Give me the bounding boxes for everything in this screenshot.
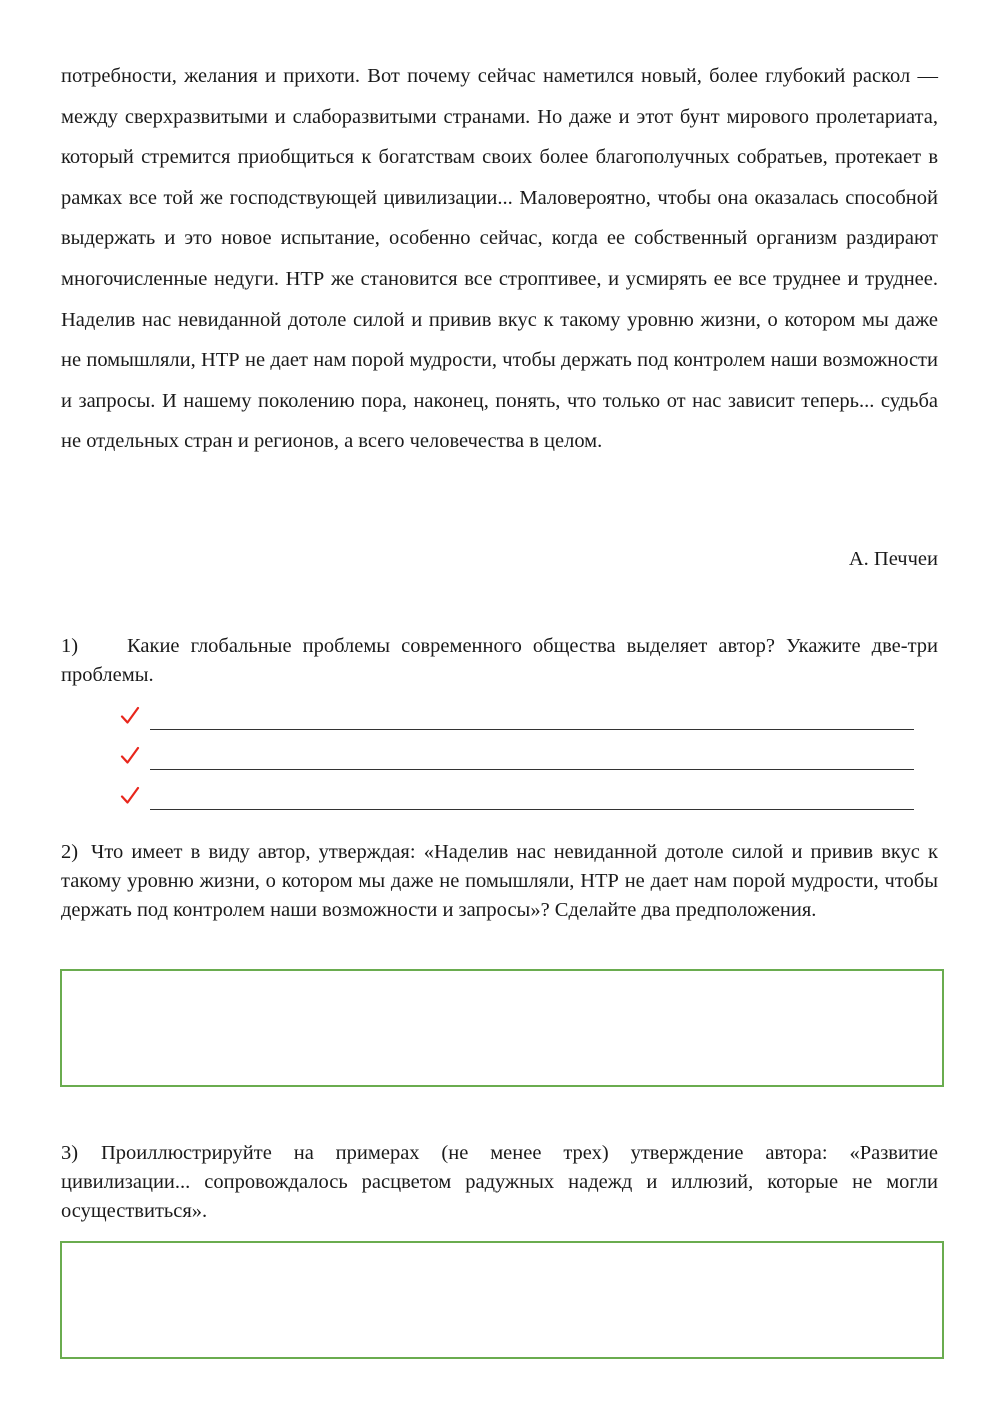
question-1-number: 1) — [61, 635, 79, 657]
answer-box-question-3[interactable] — [60, 1241, 944, 1359]
passage-text: потребности, желания и прихоти. Вот почему сейчас наметился новый, более глубокий раскол — между сверхразвитыми и слаборазвитыми странами. Но даже и этот бунт мирового пролетариата, который стремится приобщиться к богатствам своих более благополучных собратьев, протекает в рамках все той же господствующей цивилизации... Маловероятно, чтобы она оказалась способной выдержать и это новое испытание, особенно сейчас, когда ее собственный организм раздирают многочисленные недуги. НТР же становится все строптивее, и усмирять ее все труднее и труднее. Наделив нас невиданной дотоле силой и привив вкус к такому уровню жизни, о котором мы даже не помышляли, НТР не дает нам порой мудрости, чтобы держать под контролем наши возможности и запросы. И нашему поколению пора, наконец, понять, что только от нас зависит теперь... судьба не отдельных стран и регионов, а всего человечества в целом. — [61, 65, 938, 453]
answer-line-2[interactable] — [150, 769, 914, 770]
check-icon — [120, 786, 140, 806]
answer-line-row — [120, 784, 920, 824]
question-2-text: Что имеет в виду автор, утверждая: «Наделив нас невиданной дотоле силой и привив вкус к такому уровню жизни, о котором мы даже не помышляли, НТР не дает нам порой мудрости, чтобы держать под контролем наши возможности и запросы»? Сделайте два предположения. — [61, 841, 938, 921]
check-icon — [120, 706, 140, 726]
check-icon — [120, 746, 140, 766]
question-2-number: 2) — [61, 841, 79, 863]
answer-lines — [120, 704, 920, 824]
question-3-text: Проиллюстрируйте на примерах (не менее трех) утверждение автора: «Развитие цивилизации... сопровождалось расцветом радужных надежд и иллюзий, которые не могли осуществиться». — [61, 1142, 938, 1222]
answer-line-row — [120, 744, 920, 784]
question-3-number: 3) — [61, 1142, 79, 1164]
question-3 — [61, 1139, 938, 1226]
author-name: А. Печчеи — [848, 548, 938, 570]
answer-line-1[interactable] — [150, 729, 914, 730]
question-1 — [61, 632, 938, 690]
question-1-text: Какие глобальные проблемы современного общества выделяет автор? Укажите две-три проблемы. — [61, 635, 938, 686]
answer-line-row — [120, 704, 920, 744]
question-2 — [61, 838, 938, 925]
answer-box-question-2[interactable] — [60, 969, 944, 1087]
answer-line-3[interactable] — [150, 809, 914, 810]
